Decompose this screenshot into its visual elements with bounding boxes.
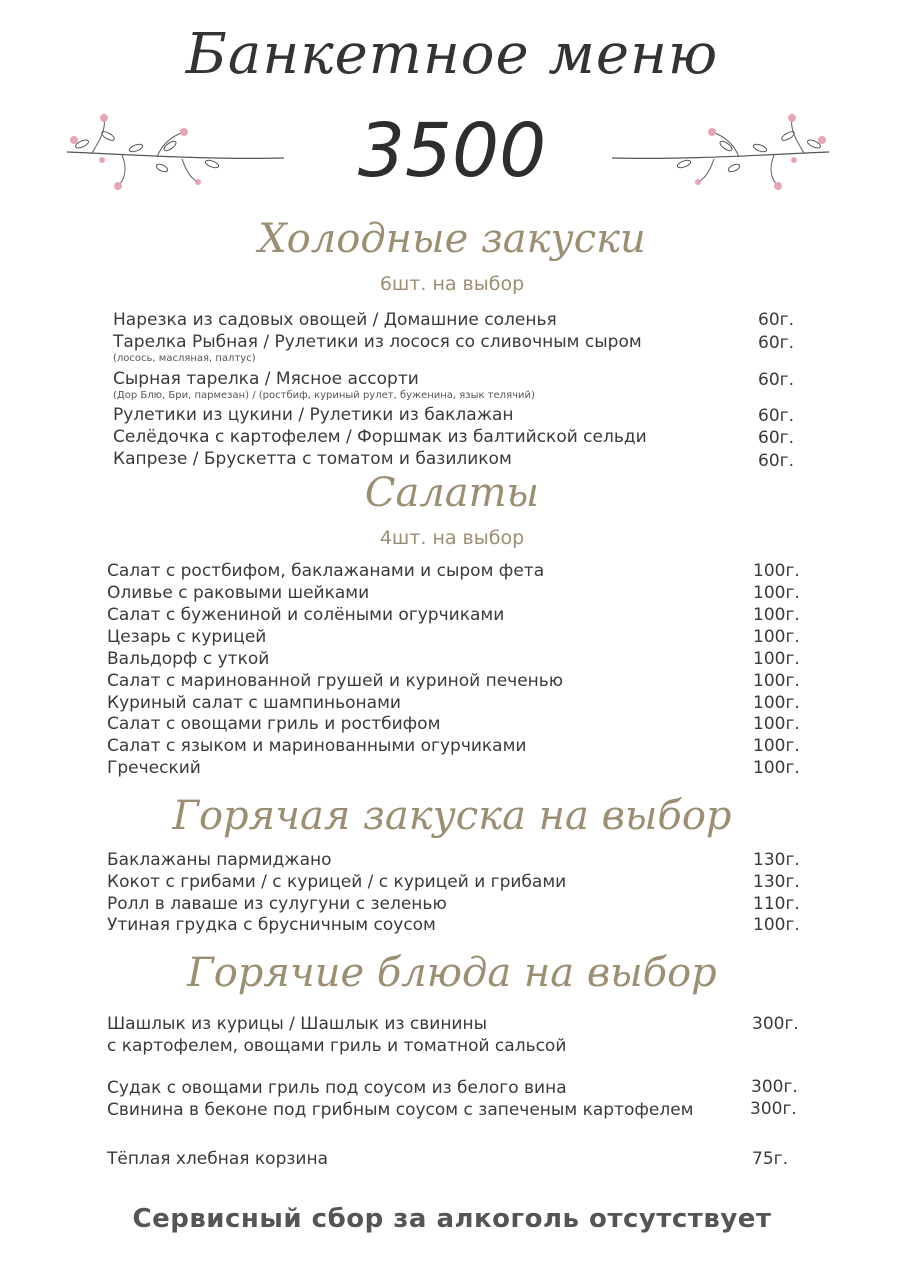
item-weight: 100г. (753, 736, 800, 756)
menu-item: Рулетики из цукини / Рулетики из баклажан (113, 405, 514, 425)
menu-item-bread: Тёплая хлебная корзина (107, 1149, 328, 1169)
menu-item: Капрезе / Брускетта с томатом и базиликом (113, 449, 512, 469)
menu-item: Судак с овощами гриль под соусом из белого вина (107, 1078, 567, 1098)
item-weight: 100г. (753, 583, 800, 603)
menu-item: Сырная тарелка / Мясное ассорти (113, 369, 419, 389)
menu-item: Салат с маринованной грушей и куриной печенью (107, 671, 564, 691)
menu-item: Салат с бужениной и солёными огурчиками (107, 605, 505, 625)
item-weight: 100г. (753, 605, 800, 625)
menu-item: Свинина в беконе под грибным соусом с запеченым картофелем (107, 1100, 694, 1120)
item-weight: 300г. (752, 1014, 799, 1034)
menu-item: Оливье с раковыми шейками (107, 583, 370, 603)
menu-item-detail: с картофелем, овощами гриль и томатной сальсой (107, 1036, 567, 1056)
item-note: (Дор Блю, Бри, пармезан) / (ростбиф, куриный рулет, буженина, язык телячий) (113, 390, 535, 401)
item-weight: 300г. (750, 1099, 797, 1119)
menu-item: Греческий (107, 758, 201, 778)
item-weight: 60г. (758, 370, 794, 390)
item-weight: 60г. (758, 406, 794, 426)
menu-item: Салат с языком и маринованными огурчиками (107, 736, 527, 756)
item-weight: 75г. (752, 1149, 788, 1169)
menu-price: 3500 (357, 108, 547, 194)
section-title-cold: Холодные закуски (258, 216, 646, 262)
item-weight: 60г. (758, 451, 794, 471)
item-weight: 100г. (753, 758, 800, 778)
section-subtitle-salads: 4шт. на выбор (379, 527, 525, 549)
section-title-hot-dishes: Горячие блюда на выбор (187, 950, 717, 996)
item-weight: 60г. (758, 333, 794, 353)
section-title-salads: Салаты (364, 470, 540, 516)
menu-item: Салат с овощами гриль и ростбифом (107, 714, 441, 734)
item-weight: 100г. (753, 915, 800, 935)
footer-note: Сервисный сбор за алкоголь отсутствует (132, 1204, 772, 1234)
menu-item: Вальдорф с уткой (107, 649, 270, 669)
menu-item: Ролл в лаваше из сулугуни с зеленью (107, 894, 447, 914)
menu-item: Шашлык из курицы / Шашлык из свинины (107, 1014, 488, 1034)
section-title-hot-appetizer: Горячая закуска на выбор (172, 793, 732, 839)
item-weight: 130г. (753, 850, 800, 870)
menu-item: Селёдочка с картофелем / Форшмак из балтийской сельди (113, 427, 647, 447)
menu-item: Утиная грудка с брусничным соусом (107, 915, 436, 935)
item-weight: 60г. (758, 428, 794, 448)
menu-title: Банкетное меню (185, 22, 719, 87)
item-weight: 100г. (753, 671, 800, 691)
item-weight: 100г. (753, 649, 800, 669)
item-weight: 300г. (751, 1077, 798, 1097)
item-weight: 110г. (753, 894, 800, 914)
item-weight: 100г. (753, 627, 800, 647)
menu-item: Цезарь с курицей (107, 627, 267, 647)
item-weight: 60г. (758, 310, 794, 330)
menu-item: Салат с ростбифом, баклажанами и сыром фета (107, 561, 545, 581)
item-note: (лосось, масляная, палтус) (113, 353, 256, 364)
item-weight: 100г. (753, 714, 800, 734)
item-weight: 100г. (753, 561, 800, 581)
section-subtitle-cold: 6шт. на выбор (379, 273, 525, 295)
menu-item: Кокот с грибами / с курицей / с курицей и грибами (107, 872, 567, 892)
item-weight: 130г. (753, 872, 800, 892)
menu-item: Баклажаны пармиджано (107, 850, 332, 870)
menu-item: Тарелка Рыбная / Рулетики из лосося со сливочным сыром (113, 332, 642, 352)
menu-item: Нарезка из садовых овощей / Домашние соленья (113, 310, 557, 330)
item-weight: 100г. (753, 693, 800, 713)
menu-item: Куриный салат с шампиньонами (107, 693, 401, 713)
floral-sprig-right-icon (604, 112, 834, 192)
